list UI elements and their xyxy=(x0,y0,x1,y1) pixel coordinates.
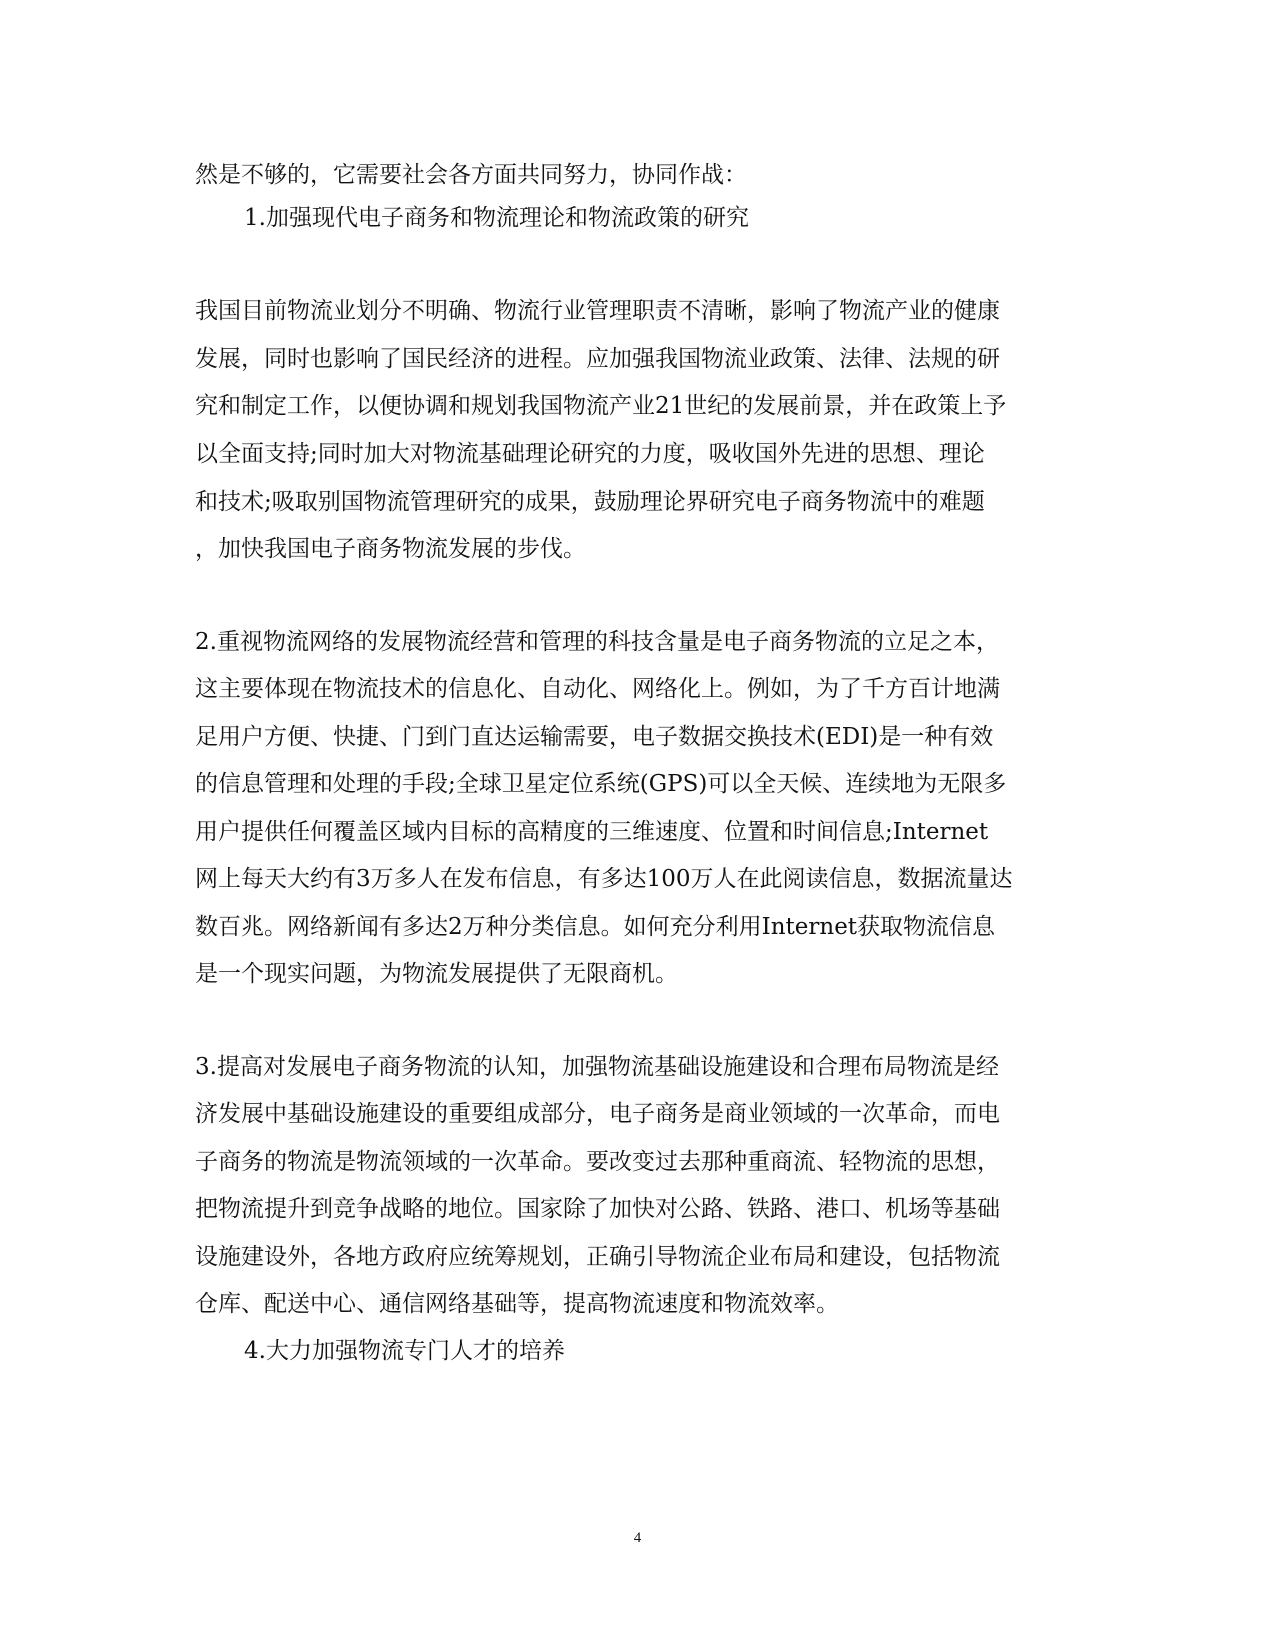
text-line: 我国目前物流业划分不明确、物流行业管理职责不清晰，影响了物流产业的健康 xyxy=(195,298,1000,324)
text-line: 以全面支持;同时加大对物流基础理论研究的力度，吸收国外先进的思想、理论 xyxy=(195,441,985,467)
text-line: 足用户方便、快捷、门到门直达运输需要，电子数据交换技术(EDI)是一种有效 xyxy=(195,724,994,750)
text-line: 济发展中基础设施建设的重要组成部分，电子商务是商业领域的一次革命，而电 xyxy=(195,1101,1000,1127)
text-line: 用户提供任何覆盖区域内目标的高精度的三维速度、位置和时间信息;Internet xyxy=(195,819,989,845)
section-heading-1: 1.加强现代电子商务和物流理论和物流政策的研究 xyxy=(244,205,749,231)
text-line: 然是不够的，它需要社会各方面共同努力，协同作战： xyxy=(195,162,747,188)
text-line: 和技术;吸取别国物流管理研究的成果，鼓励理论界研究电子商务物流中的难题 xyxy=(195,489,985,515)
text-line: 数百兆。网络新闻有多达2万种分类信息。如何充分利用Internet获取物流信息 xyxy=(195,914,996,940)
text-line: 这主要体现在物流技术的信息化、自动化、网络化上。例如，为了千方百计地满 xyxy=(195,676,1000,702)
text-line: 究和制定工作，以便协调和规划我国物流产业21世纪的发展前景，并在政策上予 xyxy=(195,393,1007,419)
text-line: 仓库、配送中心、通信网络基础等，提高物流速度和物流效率。 xyxy=(195,1291,839,1317)
text-line: 设施建设外，各地方政府应统筹规划，正确引导物流企业布局和建设，包括物流 xyxy=(195,1244,1000,1270)
text-line: 2.重视物流网络的发展物流经营和管理的科技含量是电子商务物流的立足之本， xyxy=(195,629,999,655)
text-line: 是一个现实问题，为物流发展提供了无限商机。 xyxy=(195,961,678,987)
text-line: 发展，同时也影响了国民经济的进程。应加强我国物流业政策、法律、法规的研 xyxy=(195,346,1000,372)
text-line: 子商务的物流是物流领域的一次革命。要改变过去那种重商流、轻物流的思想， xyxy=(195,1149,1000,1175)
text-line: 的信息管理和处理的手段;全球卫星定位系统(GPS)可以全天候、连续地为无限多 xyxy=(195,771,1007,797)
section-heading-4: 4.大力加强物流专门人才的培养 xyxy=(244,1338,565,1364)
text-line: 3.提高对发展电子商务物流的认知，加强物流基础设施建设和合理布局物流是经 xyxy=(195,1054,999,1080)
text-line: 网上每天大约有3万多人在发布信息，有多达100万人在此阅读信息，数据流量达 xyxy=(195,866,1013,892)
text-line: ，加快我国电子商务物流发展的步伐。 xyxy=(195,536,586,562)
page-number: 4 xyxy=(633,1530,642,1546)
text-line: 把物流提升到竞争战略的地位。国家除了加快对公路、铁路、港口、机场等基础 xyxy=(195,1196,1000,1222)
